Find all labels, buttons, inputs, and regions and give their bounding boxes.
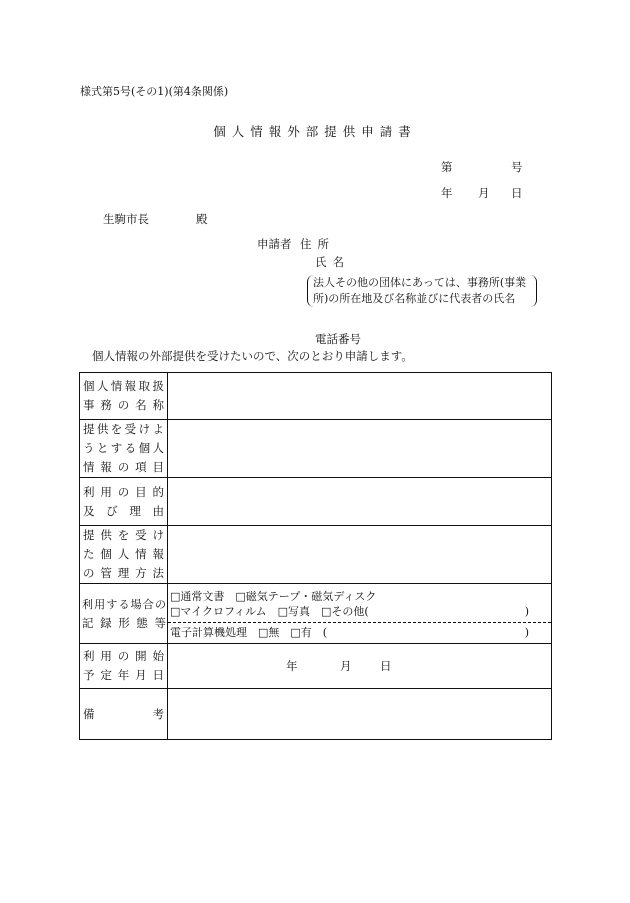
label-record-form <box>80 584 168 644</box>
label-line: 利 用 す る 場 合 の <box>82 597 166 611</box>
record-options-2[interactable] <box>168 604 551 619</box>
label-purpose <box>80 478 168 526</box>
addressee-name: 生駒市長 <box>103 212 149 226</box>
record-options-1[interactable]: □通常文書 □磁気テープ・磁気ディスク <box>170 590 377 603</box>
field-management[interactable] <box>168 526 552 584</box>
start-month-label: 月 <box>340 659 352 673</box>
field-record-form <box>168 584 552 644</box>
label-line: う と す る 個 人 <box>83 441 164 455</box>
field-purpose[interactable] <box>168 478 552 526</box>
paren-close: ) <box>524 626 529 639</box>
label-line: 個 人 情 報 取 扱 <box>83 379 164 393</box>
field-items[interactable] <box>168 420 552 478</box>
label-line: 情 報 の 項 目 <box>83 460 164 474</box>
corporation-note: 法人その他の団体にあっては、事務所(事業所)の所在地及び名称並びに代表者の氏名 <box>307 275 537 307</box>
label-items <box>80 420 168 478</box>
document-title: 個人情報外部提供申請書 <box>213 124 417 139</box>
field-start-date[interactable] <box>168 644 552 689</box>
start-year-label: 年 <box>286 659 298 673</box>
date-year-label: 年 <box>441 186 453 200</box>
label-management <box>80 526 168 584</box>
label-line: 提 供 を 受 け <box>83 528 164 542</box>
address-label: 住所 <box>300 237 335 251</box>
label-line: 提 供 を 受 け よ <box>83 422 164 436</box>
field-remarks[interactable] <box>168 689 552 740</box>
row-items <box>80 420 552 478</box>
addressee-honorific: 殿 <box>196 212 208 226</box>
label-line: の 管 理 方 法 <box>83 566 164 580</box>
label-line: 利 用 の 開 始 <box>83 649 164 663</box>
field-office-name[interactable] <box>168 373 552 420</box>
row-management <box>80 526 552 584</box>
date-month-label: 月 <box>478 186 490 200</box>
label-line: 事 務 の 名 称 <box>83 398 164 412</box>
row-office-name <box>80 373 552 420</box>
start-day-label: 日 <box>380 659 392 673</box>
computer-processing-text: 電子計算機処理 □無 □有 ( <box>170 626 328 639</box>
row-record-form <box>80 584 552 644</box>
label-office-name <box>80 373 168 420</box>
date-day-label: 日 <box>511 186 523 200</box>
form-reference: 様式第5号(その1)(第4条関係) <box>80 85 229 98</box>
remarks-label: 備 考 <box>83 706 164 721</box>
label-line: 予 定 年 月 日 <box>83 668 164 682</box>
label-line: 利 用 の 目 的 <box>83 484 164 499</box>
label-line: 記 録 形 態 等 <box>82 615 166 630</box>
application-form-table <box>79 372 552 740</box>
paren-close: ) <box>524 605 529 618</box>
phone-label: 電話番号 <box>315 332 361 346</box>
applicant-label: 申請者 <box>257 237 292 251</box>
record-options-2-text: □マイクロフィルム □写真 □その他( <box>170 605 369 618</box>
number-suffix: 号 <box>511 160 523 174</box>
row-purpose <box>80 478 552 526</box>
label-line: た 個 人 情 報 <box>83 547 164 561</box>
label-start-date <box>80 644 168 689</box>
intro-text: 個人情報の外部提供を受けたいので、次のとおり申請します。 <box>92 349 413 363</box>
number-prefix: 第 <box>441 160 453 174</box>
label-line: 及 び 理 由 <box>83 503 164 518</box>
row-remarks <box>80 689 552 740</box>
label-remarks <box>80 689 168 740</box>
name-label: 氏名 <box>315 255 350 269</box>
row-start-date <box>80 644 552 689</box>
computer-processing[interactable] <box>168 623 551 640</box>
